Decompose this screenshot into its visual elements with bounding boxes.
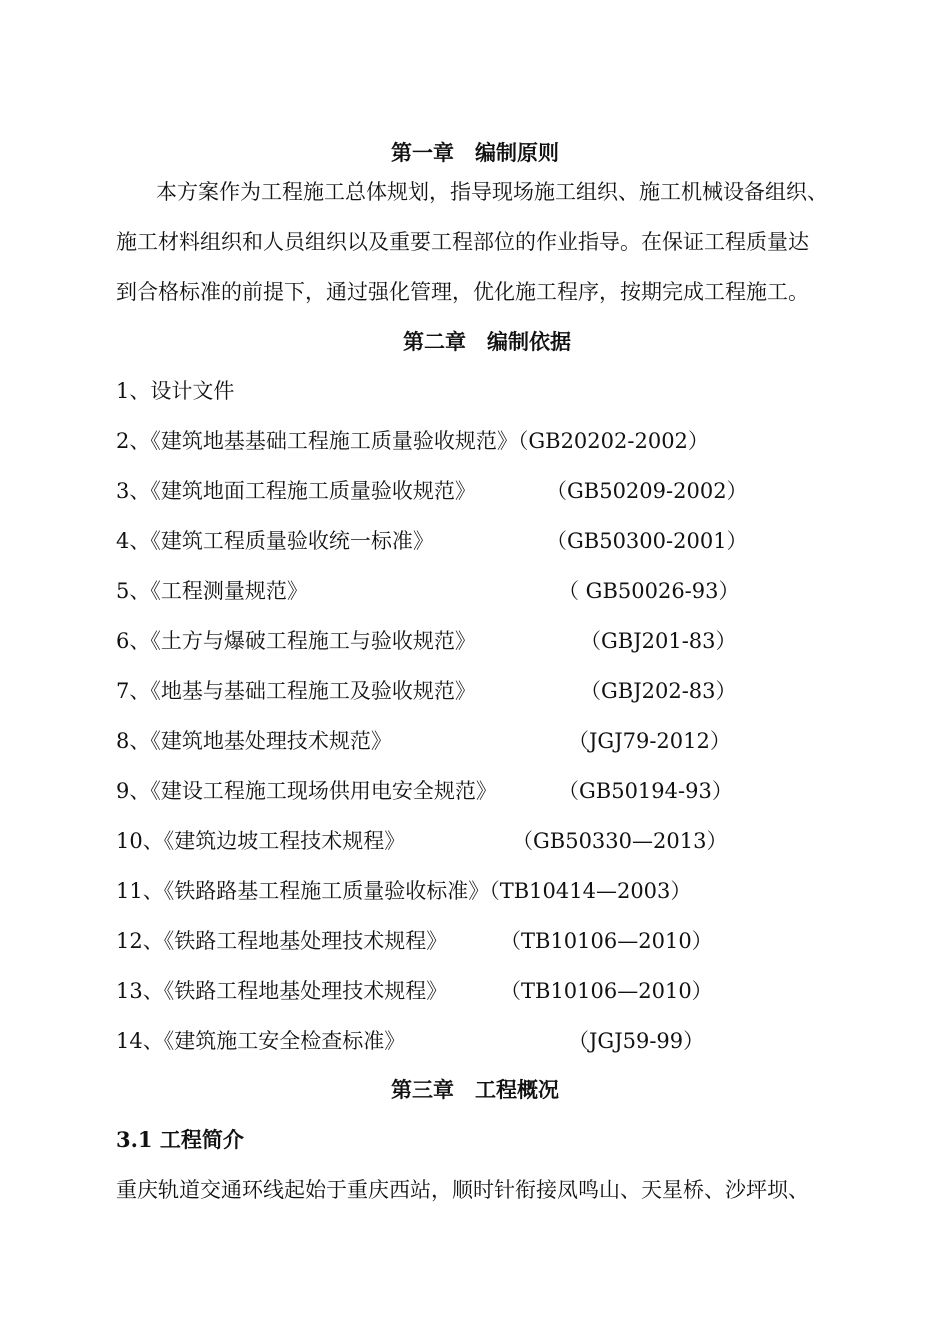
reference-item: 11、《铁路路基工程施工质量验收标准》（TB10414—2003） [116, 879, 692, 903]
reference-item-title: 6、《土方与爆破工程施工与验收规范》 [116, 629, 476, 653]
reference-item-title: 7、《地基与基础工程施工及验收规范》 [116, 679, 476, 703]
reference-item-title: 13、《铁路工程地基处理技术规程》 [116, 979, 448, 1003]
reference-item-code: （TB10106—2010） [500, 929, 713, 953]
reference-item-code: （JGJ79-2012） [568, 729, 731, 753]
reference-item-title: 10、《建筑边坡工程技术规程》 [116, 829, 406, 853]
chapter2-heading: 第二章 编制依据 [403, 329, 571, 354]
reference-item-code: （GB50194-93） [558, 779, 733, 803]
reference-item-title: 4、《建筑工程质量验收统一标准》 [116, 529, 434, 553]
reference-item-title: 5、《工程测量规范》 [116, 579, 308, 603]
reference-item-title: 9、《建设工程施工现场供用电安全规范》 [116, 779, 497, 803]
reference-item-code: （GBJ201-83） [580, 629, 737, 653]
reference-item-title: 8、《建筑地基处理技术规范》 [116, 729, 392, 753]
chapter3-heading: 第三章 工程概况 [391, 1077, 559, 1102]
chapter1-heading: 第一章 编制原则 [391, 140, 559, 165]
chapter1-para-line: 施工材料组织和人员组织以及重要工程部位的作业指导。在保证工程质量达 [116, 230, 809, 254]
chapter1-para-line: 本方案作为工程施工总体规划，指导现场施工组织、施工机械设备组织、 [156, 180, 828, 204]
reference-item: 2、《建筑地基基础工程施工质量验收规范》（GB20202-2002） [116, 429, 709, 453]
reference-item-title: 3、《建筑地面工程施工质量验收规范》 [116, 479, 476, 503]
reference-item: 1、设计文件 [116, 379, 235, 403]
chapter1-para-line: 到合格标准的前提下，通过强化管理，优化施工程序，按期完成工程施工。 [116, 280, 809, 304]
reference-item-code: （GB50330—2013） [512, 829, 728, 853]
reference-item-title: 14、《建筑施工安全检查标准》 [116, 1029, 406, 1053]
reference-item-code: （TB10106—2010） [500, 979, 713, 1003]
reference-item-code: （GBJ202-83） [580, 679, 737, 703]
section-title: 3.1 工程简介 [116, 1127, 244, 1152]
reference-item-code: （GB50300-2001） [546, 529, 748, 553]
chapter3-para-line: 重庆轨道交通环线起始于重庆西站，顺时针衔接凤鸣山、天星桥、沙坪坝、 [116, 1178, 809, 1202]
reference-item-code: （GB50209-2002） [546, 479, 748, 503]
reference-item-code: （JGJ59-99） [568, 1029, 705, 1053]
reference-item-code: （ GB50026-93） [558, 579, 740, 603]
reference-item-title: 12、《铁路工程地基处理技术规程》 [116, 929, 448, 953]
